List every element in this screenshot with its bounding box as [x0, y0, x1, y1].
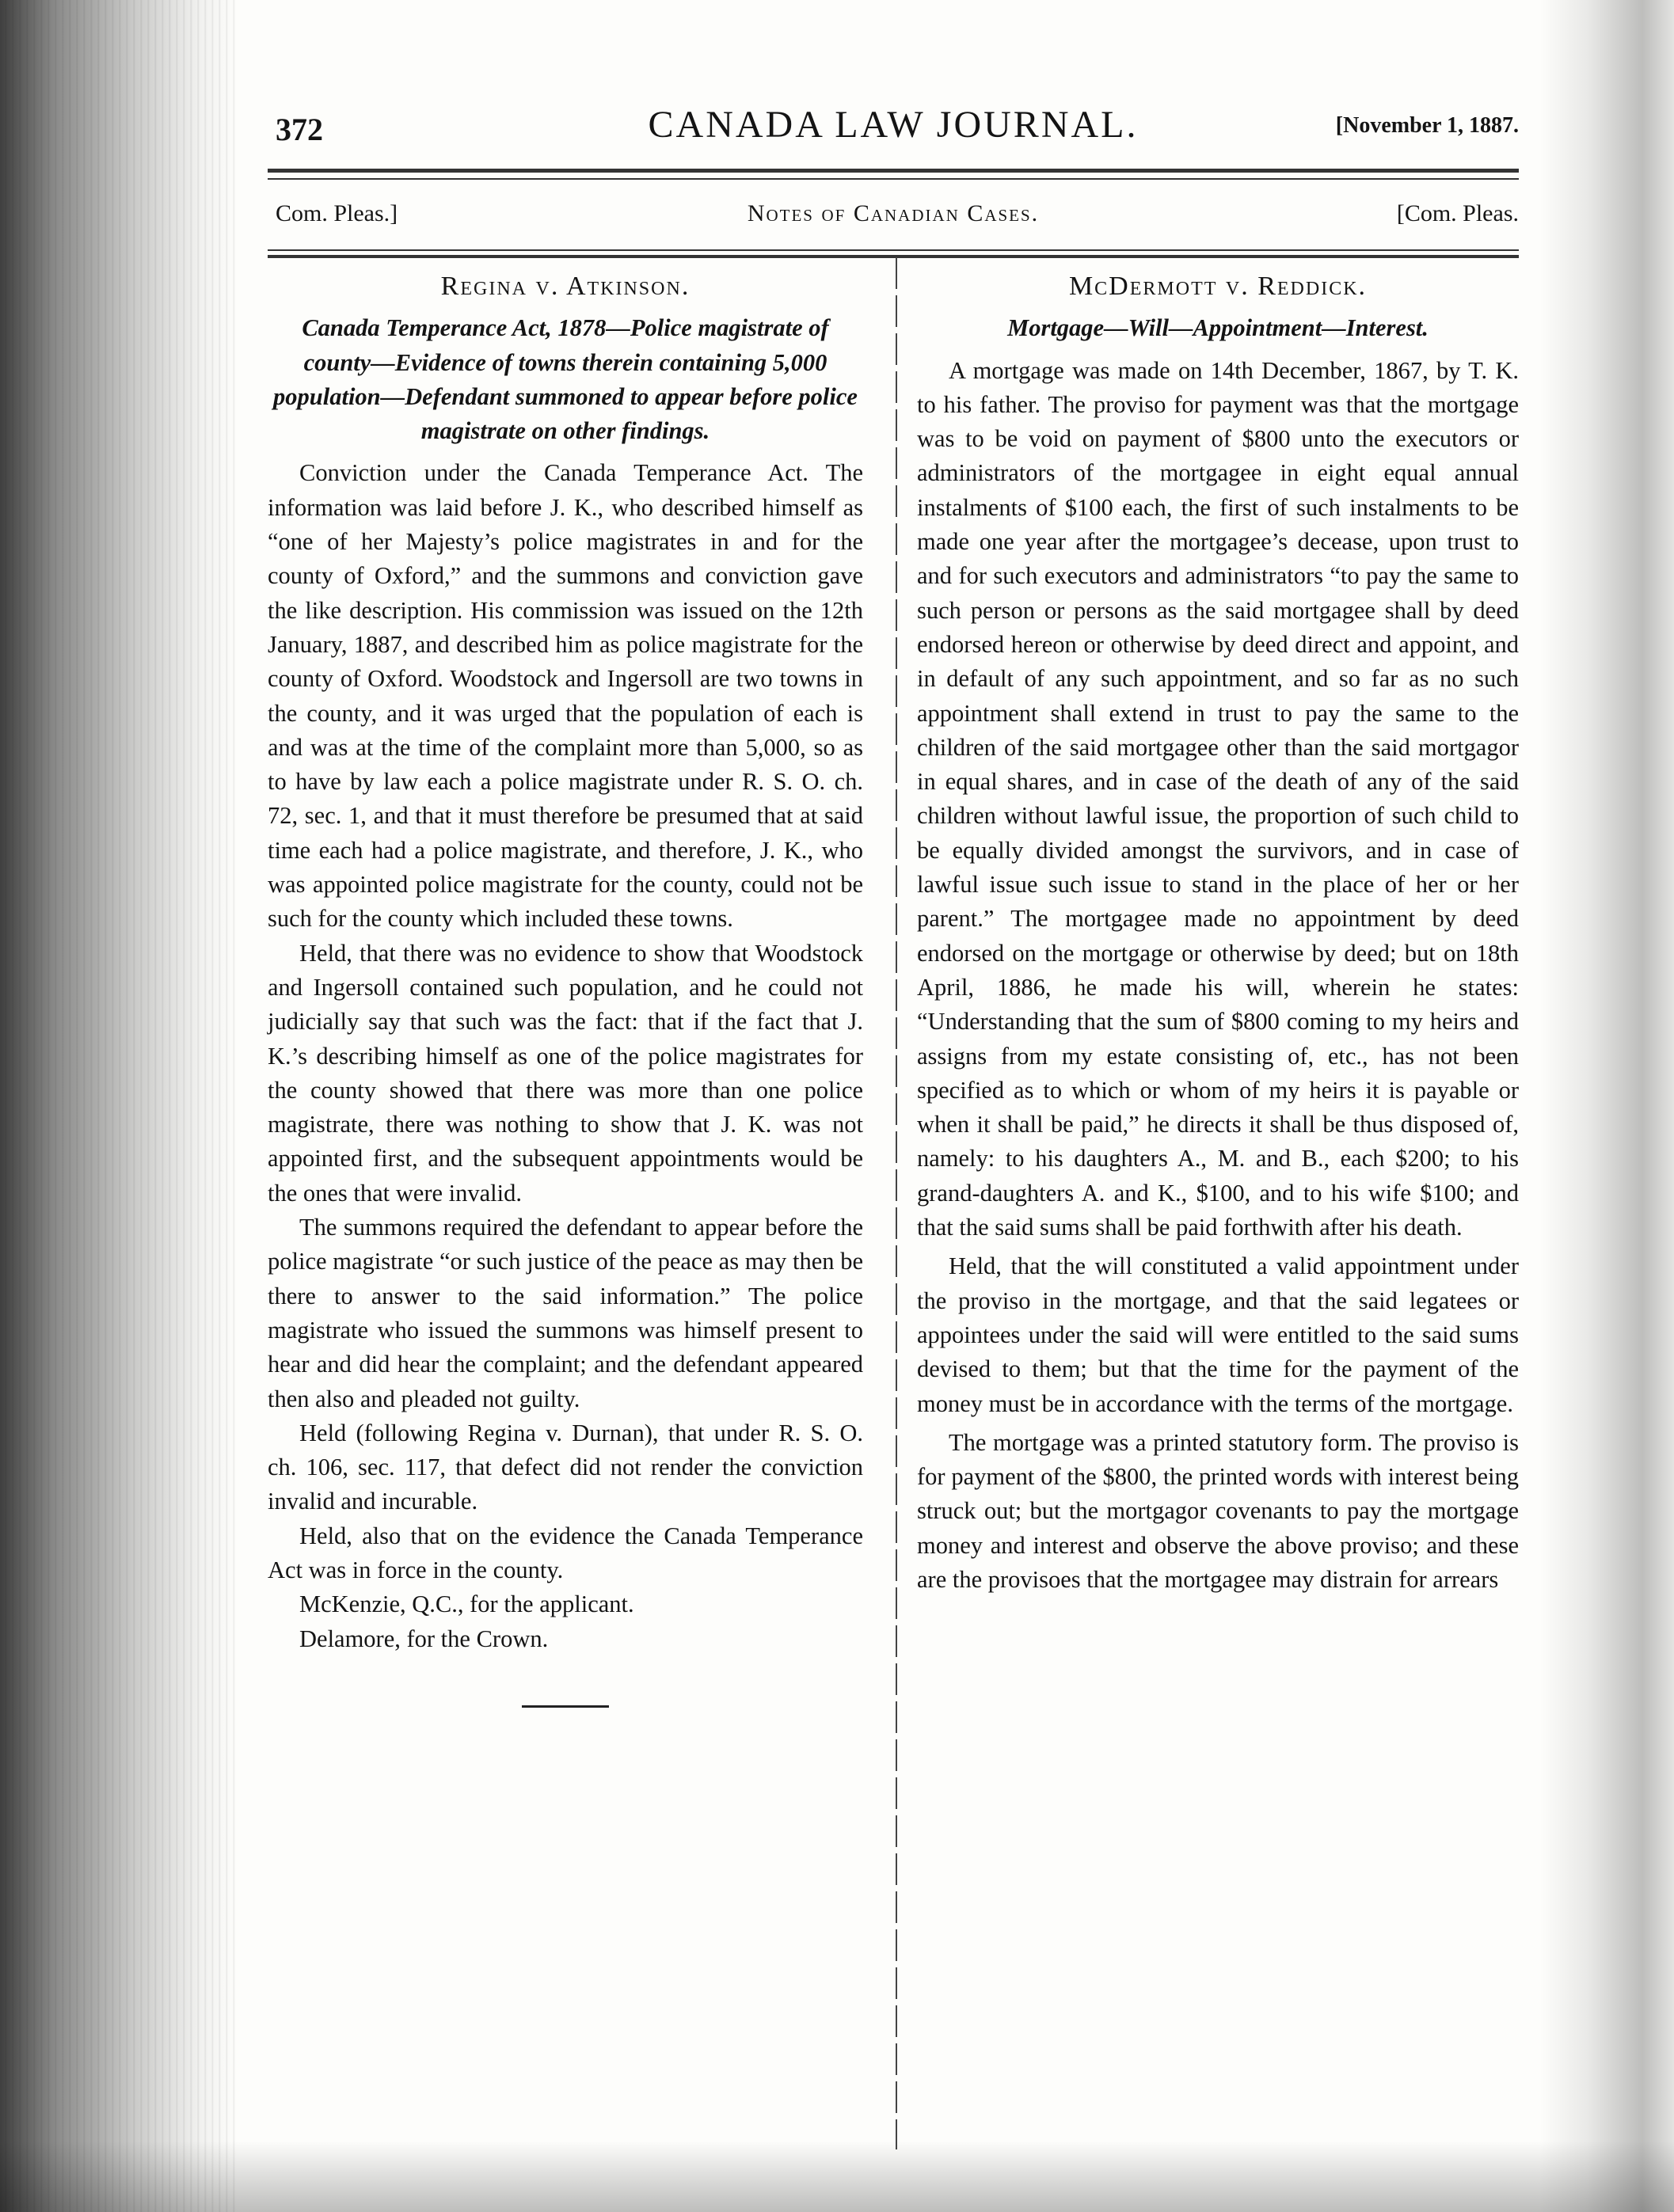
- case-paragraph: The summons required the defendant to appear before the police magistrate “or such justice of the peace as may then be there to answer to the said information.” The police magistrate who issued the summons was himself present to hear and did hear the complaint; and the defendant appeared then also and pleaded not guilty.: [268, 1214, 863, 1412]
- section-court-right: [Com. Pleas.: [1396, 200, 1519, 226]
- page-number: 372: [276, 112, 323, 147]
- counsel-line: Delamore, for the Crown.: [299, 1625, 549, 1652]
- case-paragraph: Held, that there was no evidence to show that Woodstock and Ingersoll contained such population, and he could not judicially say that such was the fact: that if the fact that J. K.’s describing himself as one of the police magistrates for the county showed that there was more than one police magistrate, there was nothing to show that J. K. was not appointed first, and the subsequent appointments would be the ones that were invalid.: [268, 939, 863, 1207]
- header-rule-thick: [268, 169, 1519, 173]
- scan-shadow-right: [1539, 0, 1674, 2212]
- journal-title: CANADA LAW JOURNAL.: [648, 104, 1139, 146]
- section-heading: [268, 200, 1519, 240]
- case-title: McDermott v. Reddick.: [1068, 272, 1368, 301]
- case-paragraph: Conviction under the Canada Temperance Act. The information was laid before J. K., who described himself as “one of her Majesty’s police magistrates in and for the county of Oxford,” and the summons and conviction gave the like description. His commission was issued on the 12th January, 1887, and described him as police magistrate for the county of Oxford. Woodstock and Ingersoll are two towns in the county, and it was urged that the population of each is and was at the time of the complaint more than 5,000, so as to have by law each a police magistrate under R. S. O. ch. 72, sec. 1, and that it must therefore be presumed that at said time each had a police magistrate, and therefore, J. K., who was appointed police magistrate for the county, could not be such for the county which included these towns.: [268, 459, 863, 933]
- right-column: [917, 269, 1519, 1597]
- issue-date: [November 1, 1887.: [1335, 113, 1519, 138]
- case-paragraph: Held (following Regina v. Durnan), that under R. S. O. ch. 106, sec. 117, that defect did not render the conviction invalid and incurable.: [268, 1419, 863, 1515]
- case-end-rule: [522, 1705, 609, 1708]
- section-rule-thin: [268, 249, 1519, 251]
- case-title: Regina v. Atkinson.: [440, 272, 691, 301]
- case-headnote: Mortgage—Will—Appointment—Interest.: [1007, 314, 1429, 342]
- column-divider: [896, 257, 897, 2149]
- section-rule-thick: [268, 255, 1519, 258]
- case-paragraph: Held, that the will constituted a valid appointment under the proviso in the mortgage, and that the said legatees or appointees under the said will were entitled to the said sums devised to them; but that the time for the payment of the money must be in accordance with the terms of the mortgage.: [917, 1252, 1519, 1417]
- case-headnote: Canada Temperance Act, 1878—Police magistrate of county—Evidence of towns therein containing 5,000 population—Defendant summoned to appear before police magistrate on other findings.: [273, 314, 858, 445]
- section-court-left: Com. Pleas.]: [276, 200, 398, 226]
- header-rule-thin: [268, 178, 1519, 180]
- case-paragraph: A mortgage was made on 14th December, 1867, by T. K. to his father. The proviso for payment was that the mortgage was to be void on payment of $800 unto the executors or administrators of the mortgagee in eight equal annual instalments of $100 each, the first of such instalments to be made one year after the mortgagee’s decease, upon trust to and for such executors and administrators “to pay the same to such person or persons as the said mortgagee shall by deed endorsed hereon or otherwise by deed direct and appoint, and in default of any such appointment, and so far as no such appointment shall extend in trust to pay the same to the children of the said mortgagee other than the said mortgagor in equal shares, and in case of the death of any of the said children without lawful issue, the proportion of such child to be equally divided amongst the survivors, and in case of lawful issue such issue to stand in the place of her or her parent.” The mortgagee made no appointment by deed endorsed on the mortgage or otherwise by deed; but on 18th April, 1886, he made his will, wherein he states: “Understanding that the sum of $800 coming to my heirs and assigns from my estate consisting of, etc., has not been specified as to which or whom of my heirs it is payable or when it shall be paid,” he directs it shall be thus disposed of, namely: to his daughters A., M. and B., each $200; to his grand-daughters A. and K., $100, and to his wife $100; and that the said sums shall be paid forthwith after his death.: [917, 356, 1519, 1241]
- case-paragraph: The mortgage was a printed statutory form. The proviso is for payment of the $800, the printed words with interest being struck out; but the mortgagor covenants to pay the mortgage money and interest and observe the above proviso; and these are the provisoes that the mortgagee may distrain for arrears: [917, 1428, 1519, 1593]
- journal-page: [268, 99, 1519, 2157]
- counsel-line: McKenzie, Q.C., for the applicant.: [299, 1591, 634, 1618]
- left-column: [268, 269, 863, 1708]
- running-head: [268, 99, 1519, 162]
- case-paragraph: Held, also that on the evidence the Canada Temperance Act was in force in the county.: [268, 1522, 863, 1583]
- scan-shadow-left: [0, 0, 238, 2212]
- section-title: Notes of Canadian Cases.: [747, 200, 1040, 226]
